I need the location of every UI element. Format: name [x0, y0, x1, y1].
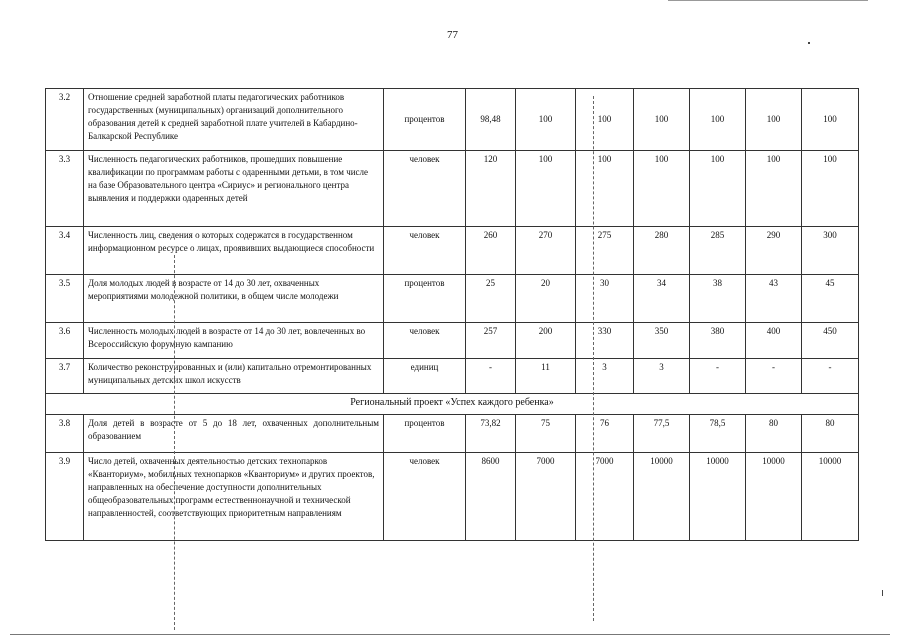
table-row [46, 359, 859, 394]
row-number: 3.6 [46, 323, 84, 359]
value-cell: 3 [576, 359, 634, 394]
row-number: 3.3 [46, 151, 84, 227]
value-cell: 75 [516, 415, 576, 453]
value-cell: 100 [516, 89, 576, 151]
value-cell: 100 [690, 89, 746, 151]
value-cell: 80 [746, 415, 802, 453]
value-cell: 77,5 [634, 415, 690, 453]
value-cell: 100 [746, 151, 802, 227]
value-cell: 200 [516, 323, 576, 359]
value-cell: 7000 [516, 453, 576, 541]
indicators-table [45, 88, 859, 541]
value-cell: 10000 [802, 453, 859, 541]
value-cell: 450 [802, 323, 859, 359]
value-cell: 43 [746, 275, 802, 323]
indicator-description: Доля детей в возрасте от 5 до 18 лет, охваченных дополнительным образованием [84, 415, 384, 453]
top-scan-rule [668, 0, 868, 1]
indicator-description: Количество реконструированных и (или) капитально отремонтированных муниципальных детских школ искусств [84, 359, 384, 394]
value-cell: 8600 [466, 453, 516, 541]
value-cell: 400 [746, 323, 802, 359]
table-row [46, 415, 859, 453]
value-cell: - [466, 359, 516, 394]
scan-speck [882, 590, 883, 596]
value-cell: 80 [802, 415, 859, 453]
value-cell: 10000 [634, 453, 690, 541]
row-number: 3.4 [46, 227, 84, 275]
unit-of-measure: процентов [384, 89, 466, 151]
value-cell: 100 [576, 89, 634, 151]
unit-of-measure: единиц [384, 359, 466, 394]
row-number: 3.2 [46, 89, 84, 151]
value-cell: 100 [802, 89, 859, 151]
value-cell: 330 [576, 323, 634, 359]
row-number: 3.7 [46, 359, 84, 394]
table-row [46, 151, 859, 227]
unit-of-measure: человек [384, 323, 466, 359]
unit-of-measure: процентов [384, 415, 466, 453]
value-cell: 100 [576, 151, 634, 227]
value-cell: 100 [802, 151, 859, 227]
value-cell: 270 [516, 227, 576, 275]
value-cell: - [802, 359, 859, 394]
value-cell: 260 [466, 227, 516, 275]
scan-artifact-line [593, 96, 594, 621]
scan-speck [808, 42, 810, 44]
table-row [46, 89, 859, 151]
value-cell: 275 [576, 227, 634, 275]
indicator-description: Численность педагогических работников, прошедших повышение квалификации по программам работы с одаренными детьми, в том числе на базе Образовательного центра «Сириус» и регионального центра выявления и поддержки одаренных детей [84, 151, 384, 227]
unit-of-measure: человек [384, 151, 466, 227]
value-cell: 380 [690, 323, 746, 359]
value-cell: 280 [634, 227, 690, 275]
row-number: 3.8 [46, 415, 84, 453]
page-number: 77 [447, 29, 458, 41]
value-cell: 290 [746, 227, 802, 275]
value-cell: 76 [576, 415, 634, 453]
value-cell: 100 [634, 89, 690, 151]
value-cell: 11 [516, 359, 576, 394]
section-header-row [46, 394, 859, 415]
indicator-description: Численность лиц, сведения о которых содержатся в государственном информационном ресурсе о лицах, проявивших выдающиеся способности [84, 227, 384, 275]
table-row [46, 453, 859, 541]
value-cell: - [746, 359, 802, 394]
value-cell: 100 [634, 151, 690, 227]
value-cell: 78,5 [690, 415, 746, 453]
value-cell: 100 [516, 151, 576, 227]
table-row [46, 323, 859, 359]
value-cell: 45 [802, 275, 859, 323]
table-row [46, 275, 859, 323]
value-cell: 300 [802, 227, 859, 275]
value-cell: 285 [690, 227, 746, 275]
bottom-scan-rule [10, 634, 890, 635]
unit-of-measure: процентов [384, 275, 466, 323]
indicator-description: Численность молодых людей в возрасте от 14 до 30 лет, вовлеченных во Всероссийскую форумную кампанию [84, 323, 384, 359]
regional-project-title: Региональный проект «Успех каждого ребенка» [46, 394, 859, 415]
value-cell: 100 [690, 151, 746, 227]
value-cell: 25 [466, 275, 516, 323]
scan-artifact-line [174, 255, 175, 630]
value-cell: 120 [466, 151, 516, 227]
unit-of-measure: человек [384, 453, 466, 541]
value-cell: 350 [634, 323, 690, 359]
unit-of-measure: человек [384, 227, 466, 275]
value-cell: 7000 [576, 453, 634, 541]
row-number: 3.5 [46, 275, 84, 323]
indicator-description: Отношение средней заработной платы педагогических работников государственных (муниципальных) организаций дополнительного образования детей к средней заработной плате учителей в Кабардино-Балкарской Республике [84, 89, 384, 151]
value-cell: 257 [466, 323, 516, 359]
value-cell: 20 [516, 275, 576, 323]
value-cell: 30 [576, 275, 634, 323]
value-cell: 73,82 [466, 415, 516, 453]
value-cell: - [690, 359, 746, 394]
row-number: 3.9 [46, 453, 84, 541]
indicator-description: Доля молодых людей в возрасте от 14 до 30 лет, охваченных мероприятиями молодежной политики, в общем числе молодежи [84, 275, 384, 323]
value-cell: 10000 [746, 453, 802, 541]
table-row [46, 227, 859, 275]
indicator-description: Число детей, охваченных деятельностью детских технопарков «Кванториум», мобильных технопарков «Кванториум» и других проектов, направленных на обеспечение доступности дополнительных общеобразовательных программ естественнонаучной и технической направленностей, соответствующих приоритетным направлениям [84, 453, 384, 541]
value-cell: 3 [634, 359, 690, 394]
value-cell: 38 [690, 275, 746, 323]
value-cell: 98,48 [466, 89, 516, 151]
value-cell: 100 [746, 89, 802, 151]
value-cell: 34 [634, 275, 690, 323]
value-cell: 10000 [690, 453, 746, 541]
